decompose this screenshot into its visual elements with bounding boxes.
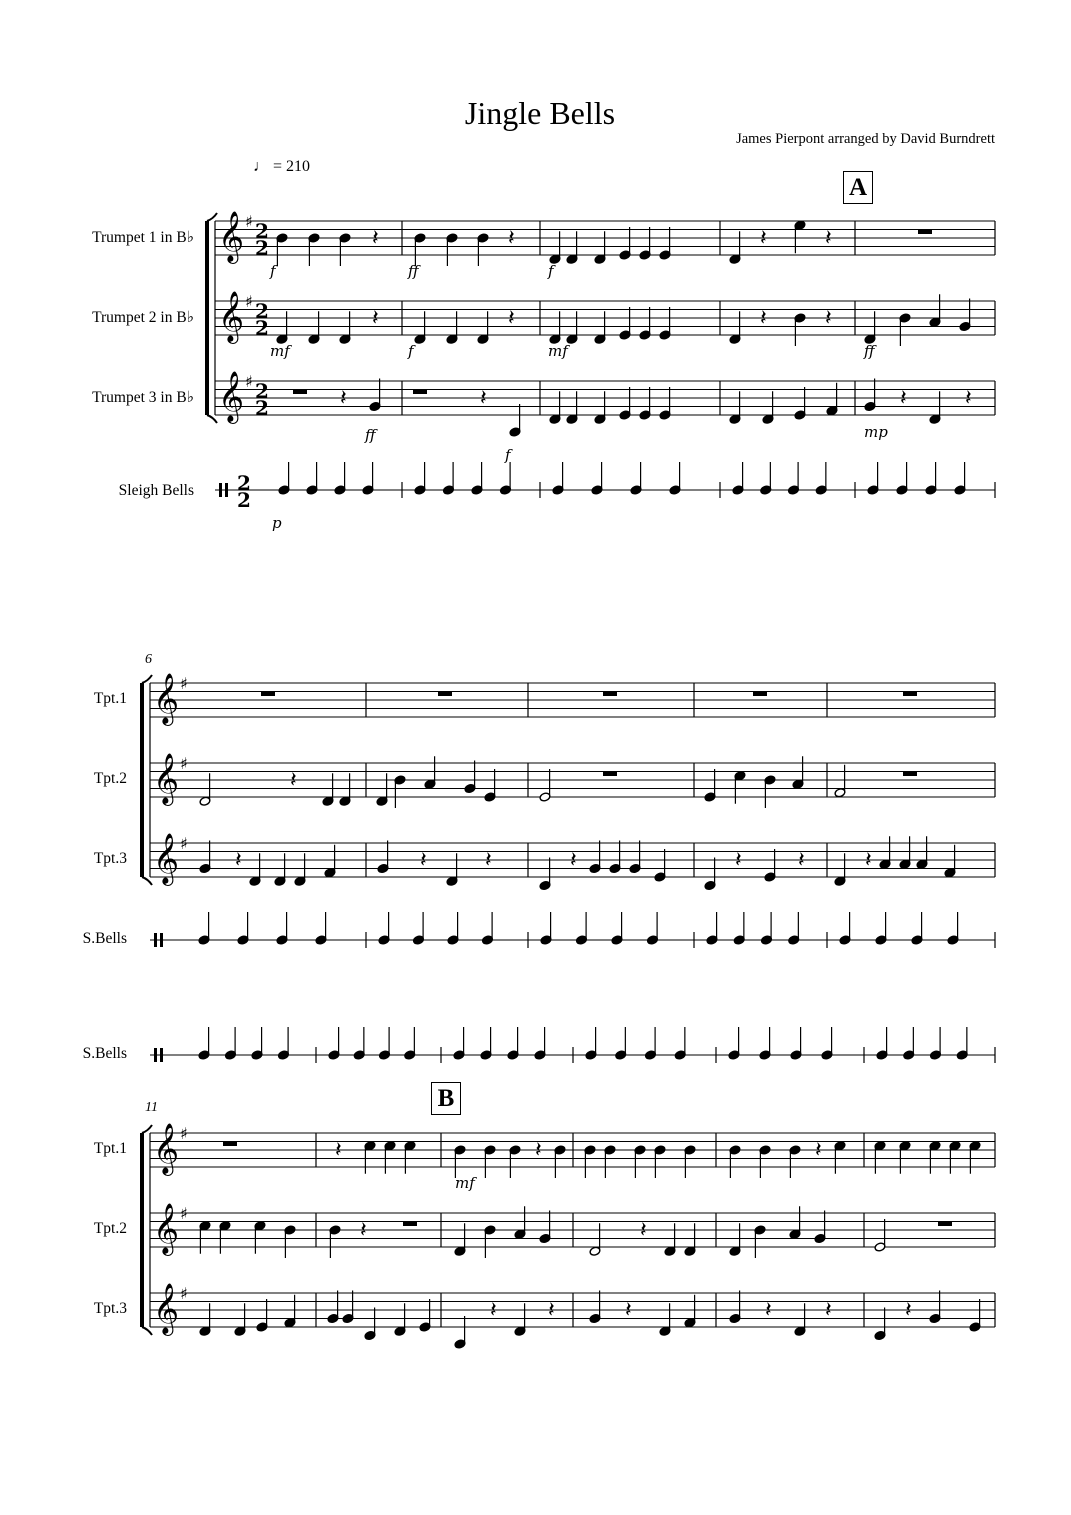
whole-rest-icon — [603, 692, 617, 697]
quarter-rest-icon: 𝄽 — [760, 226, 767, 251]
rehearsal-mark-b: B — [431, 1082, 461, 1115]
treble-clef-icon: 𝄞 — [218, 291, 245, 342]
instrument-label-trumpet1: Trumpet 1 in B♭ — [92, 229, 194, 246]
time-signature-numerator: 2 — [255, 219, 269, 243]
treble-clef-icon: 𝄞 — [153, 753, 180, 804]
instrument-label-tpt2: Tpt.2 — [93, 770, 127, 787]
dynamic-marking: mp — [864, 423, 888, 441]
system-bracket — [142, 1327, 152, 1335]
treble-clef-icon: 𝄞 — [153, 1123, 180, 1174]
measure-number: 11 — [145, 1100, 158, 1115]
sharp-icon: ♯ — [180, 1204, 188, 1223]
dynamic-marking: f — [408, 342, 414, 360]
percussion-clef-icon — [154, 1048, 157, 1062]
time-signature-denominator: 2 — [255, 396, 269, 420]
quarter-rest-icon: 𝄽 — [625, 1298, 632, 1323]
quarter-rest-icon: 𝄽 — [865, 848, 872, 873]
treble-clef-icon: 𝄞 — [153, 833, 180, 884]
sharp-icon: ♯ — [180, 834, 188, 853]
percussion-clef-icon — [160, 933, 163, 947]
treble-clef-icon: 𝄞 — [153, 1283, 180, 1334]
treble-clef-icon: 𝄞 — [218, 211, 245, 262]
percussion-clef-icon — [219, 483, 222, 497]
sharp-icon: ♯ — [245, 212, 253, 231]
whole-rest-icon — [293, 390, 307, 395]
system-bracket — [207, 415, 217, 423]
instrument-label-sleigh-bells: Sleigh Bells — [118, 482, 194, 499]
quarter-rest-icon: 𝄽 — [825, 226, 832, 251]
instrument-label-trumpet3: Trumpet 3 in B♭ — [92, 389, 194, 406]
quarter-rest-icon: 𝄽 — [290, 768, 297, 793]
sharp-icon: ♯ — [180, 674, 188, 693]
quarter-rest-icon: 𝄽 — [508, 226, 515, 251]
measure-number: 6 — [145, 652, 152, 667]
quarter-rest-icon: 𝄽 — [760, 306, 767, 331]
instrument-label-tpt3: Tpt.3 — [93, 850, 127, 867]
quarter-rest-icon: 𝄽 — [905, 1298, 912, 1323]
dynamic-marking: f — [270, 262, 276, 280]
dynamic-marking: p — [272, 514, 282, 532]
instrument-label-tpt1: Tpt.1 — [93, 1140, 127, 1157]
quarter-rest-icon: 𝄽 — [508, 306, 515, 331]
time-signature-denominator: 2 — [255, 316, 269, 340]
quarter-rest-icon: 𝄽 — [535, 1138, 542, 1163]
dynamic-marking: mf — [270, 342, 290, 360]
instrument-label-sbells: S.Bells — [82, 930, 127, 947]
time-signature-numerator: 2 — [237, 471, 251, 495]
quarter-rest-icon: 𝄽 — [825, 306, 832, 331]
instrument-label-sbells: S.Bells — [82, 1045, 127, 1062]
quarter-rest-icon: 𝄽 — [765, 1298, 772, 1323]
dynamic-marking: ff — [408, 262, 419, 280]
whole-rest-icon — [603, 772, 617, 777]
quarter-rest-icon: 𝄽 — [965, 386, 972, 411]
quarter-rest-icon: 𝄽 — [235, 848, 242, 873]
percussion-clef-icon — [160, 1048, 163, 1062]
quarter-rest-icon: 𝄽 — [420, 848, 427, 873]
treble-clef-icon: 𝄞 — [153, 1203, 180, 1254]
quarter-rest-icon: 𝄽 — [570, 848, 577, 873]
rehearsal-mark-a: A — [843, 171, 873, 204]
quarter-rest-icon: 𝄽 — [735, 848, 742, 873]
whole-rest-icon — [903, 772, 917, 777]
treble-clef-icon: 𝄞 — [153, 673, 180, 724]
sharp-icon: ♯ — [180, 1284, 188, 1303]
instrument-label-trumpet2: Trumpet 2 in B♭ — [92, 309, 194, 326]
tempo-value: = 210 — [273, 158, 311, 175]
treble-clef-icon: 𝄞 — [218, 371, 245, 422]
quarter-rest-icon: 𝄽 — [900, 386, 907, 411]
whole-rest-icon — [403, 1222, 417, 1227]
quarter-rest-icon: 𝄽 — [335, 1138, 342, 1163]
quarter-rest-icon: 𝄽 — [480, 386, 487, 411]
percussion-clef-icon — [225, 483, 228, 497]
whole-rest-icon — [918, 230, 932, 235]
quarter-rest-icon: 𝄽 — [825, 1298, 832, 1323]
dynamic-marking: mf — [455, 1174, 475, 1192]
dynamic-marking: ff — [365, 426, 376, 444]
quarter-note-icon: ♩ — [253, 158, 269, 175]
quarter-rest-icon: 𝄽 — [640, 1218, 647, 1243]
quarter-rest-icon: 𝄽 — [372, 306, 379, 331]
dynamic-marking: mf — [548, 342, 568, 360]
whole-rest-icon — [413, 390, 427, 395]
time-signature-denominator: 2 — [237, 488, 251, 512]
instrument-label-tpt3: Tpt.3 — [93, 1300, 127, 1317]
quarter-rest-icon: 𝄽 — [340, 386, 347, 411]
time-signature-numerator: 2 — [255, 299, 269, 323]
time-signature-numerator: 2 — [255, 379, 269, 403]
percussion-clef-icon — [154, 933, 157, 947]
quarter-rest-icon: 𝄽 — [490, 1298, 497, 1323]
quarter-rest-icon: 𝄽 — [485, 848, 492, 873]
system-bracket — [207, 213, 217, 221]
instrument-label-tpt1: Tpt.1 — [93, 690, 127, 707]
whole-rest-icon — [753, 692, 767, 697]
instrument-label-tpt2: Tpt.2 — [93, 1220, 127, 1237]
composer-credit: James Pierpont arranged by David Burndrett — [736, 131, 995, 147]
quarter-rest-icon: 𝄽 — [815, 1138, 822, 1163]
score-title: Jingle Bells — [464, 95, 616, 131]
quarter-rest-icon: 𝄽 — [372, 226, 379, 251]
quarter-rest-icon: 𝄽 — [548, 1298, 555, 1323]
whole-rest-icon — [438, 692, 452, 697]
dynamic-marking: f — [505, 446, 511, 464]
quarter-rest-icon: 𝄽 — [360, 1218, 367, 1243]
time-signature-denominator: 2 — [255, 236, 269, 260]
sharp-icon: ♯ — [180, 1124, 188, 1143]
whole-rest-icon — [261, 692, 275, 697]
quarter-rest-icon: 𝄽 — [798, 848, 805, 873]
dynamic-marking: f — [548, 262, 554, 280]
sharp-icon: ♯ — [245, 292, 253, 311]
system-bracket — [142, 1125, 152, 1133]
sharp-icon: ♯ — [180, 754, 188, 773]
sharp-icon: ♯ — [245, 372, 253, 391]
whole-rest-icon — [223, 1142, 237, 1147]
system-bracket — [142, 877, 152, 885]
system-bracket — [142, 675, 152, 683]
dynamic-marking: ff — [864, 342, 875, 360]
whole-rest-icon — [938, 1222, 952, 1227]
whole-rest-icon — [903, 692, 917, 697]
